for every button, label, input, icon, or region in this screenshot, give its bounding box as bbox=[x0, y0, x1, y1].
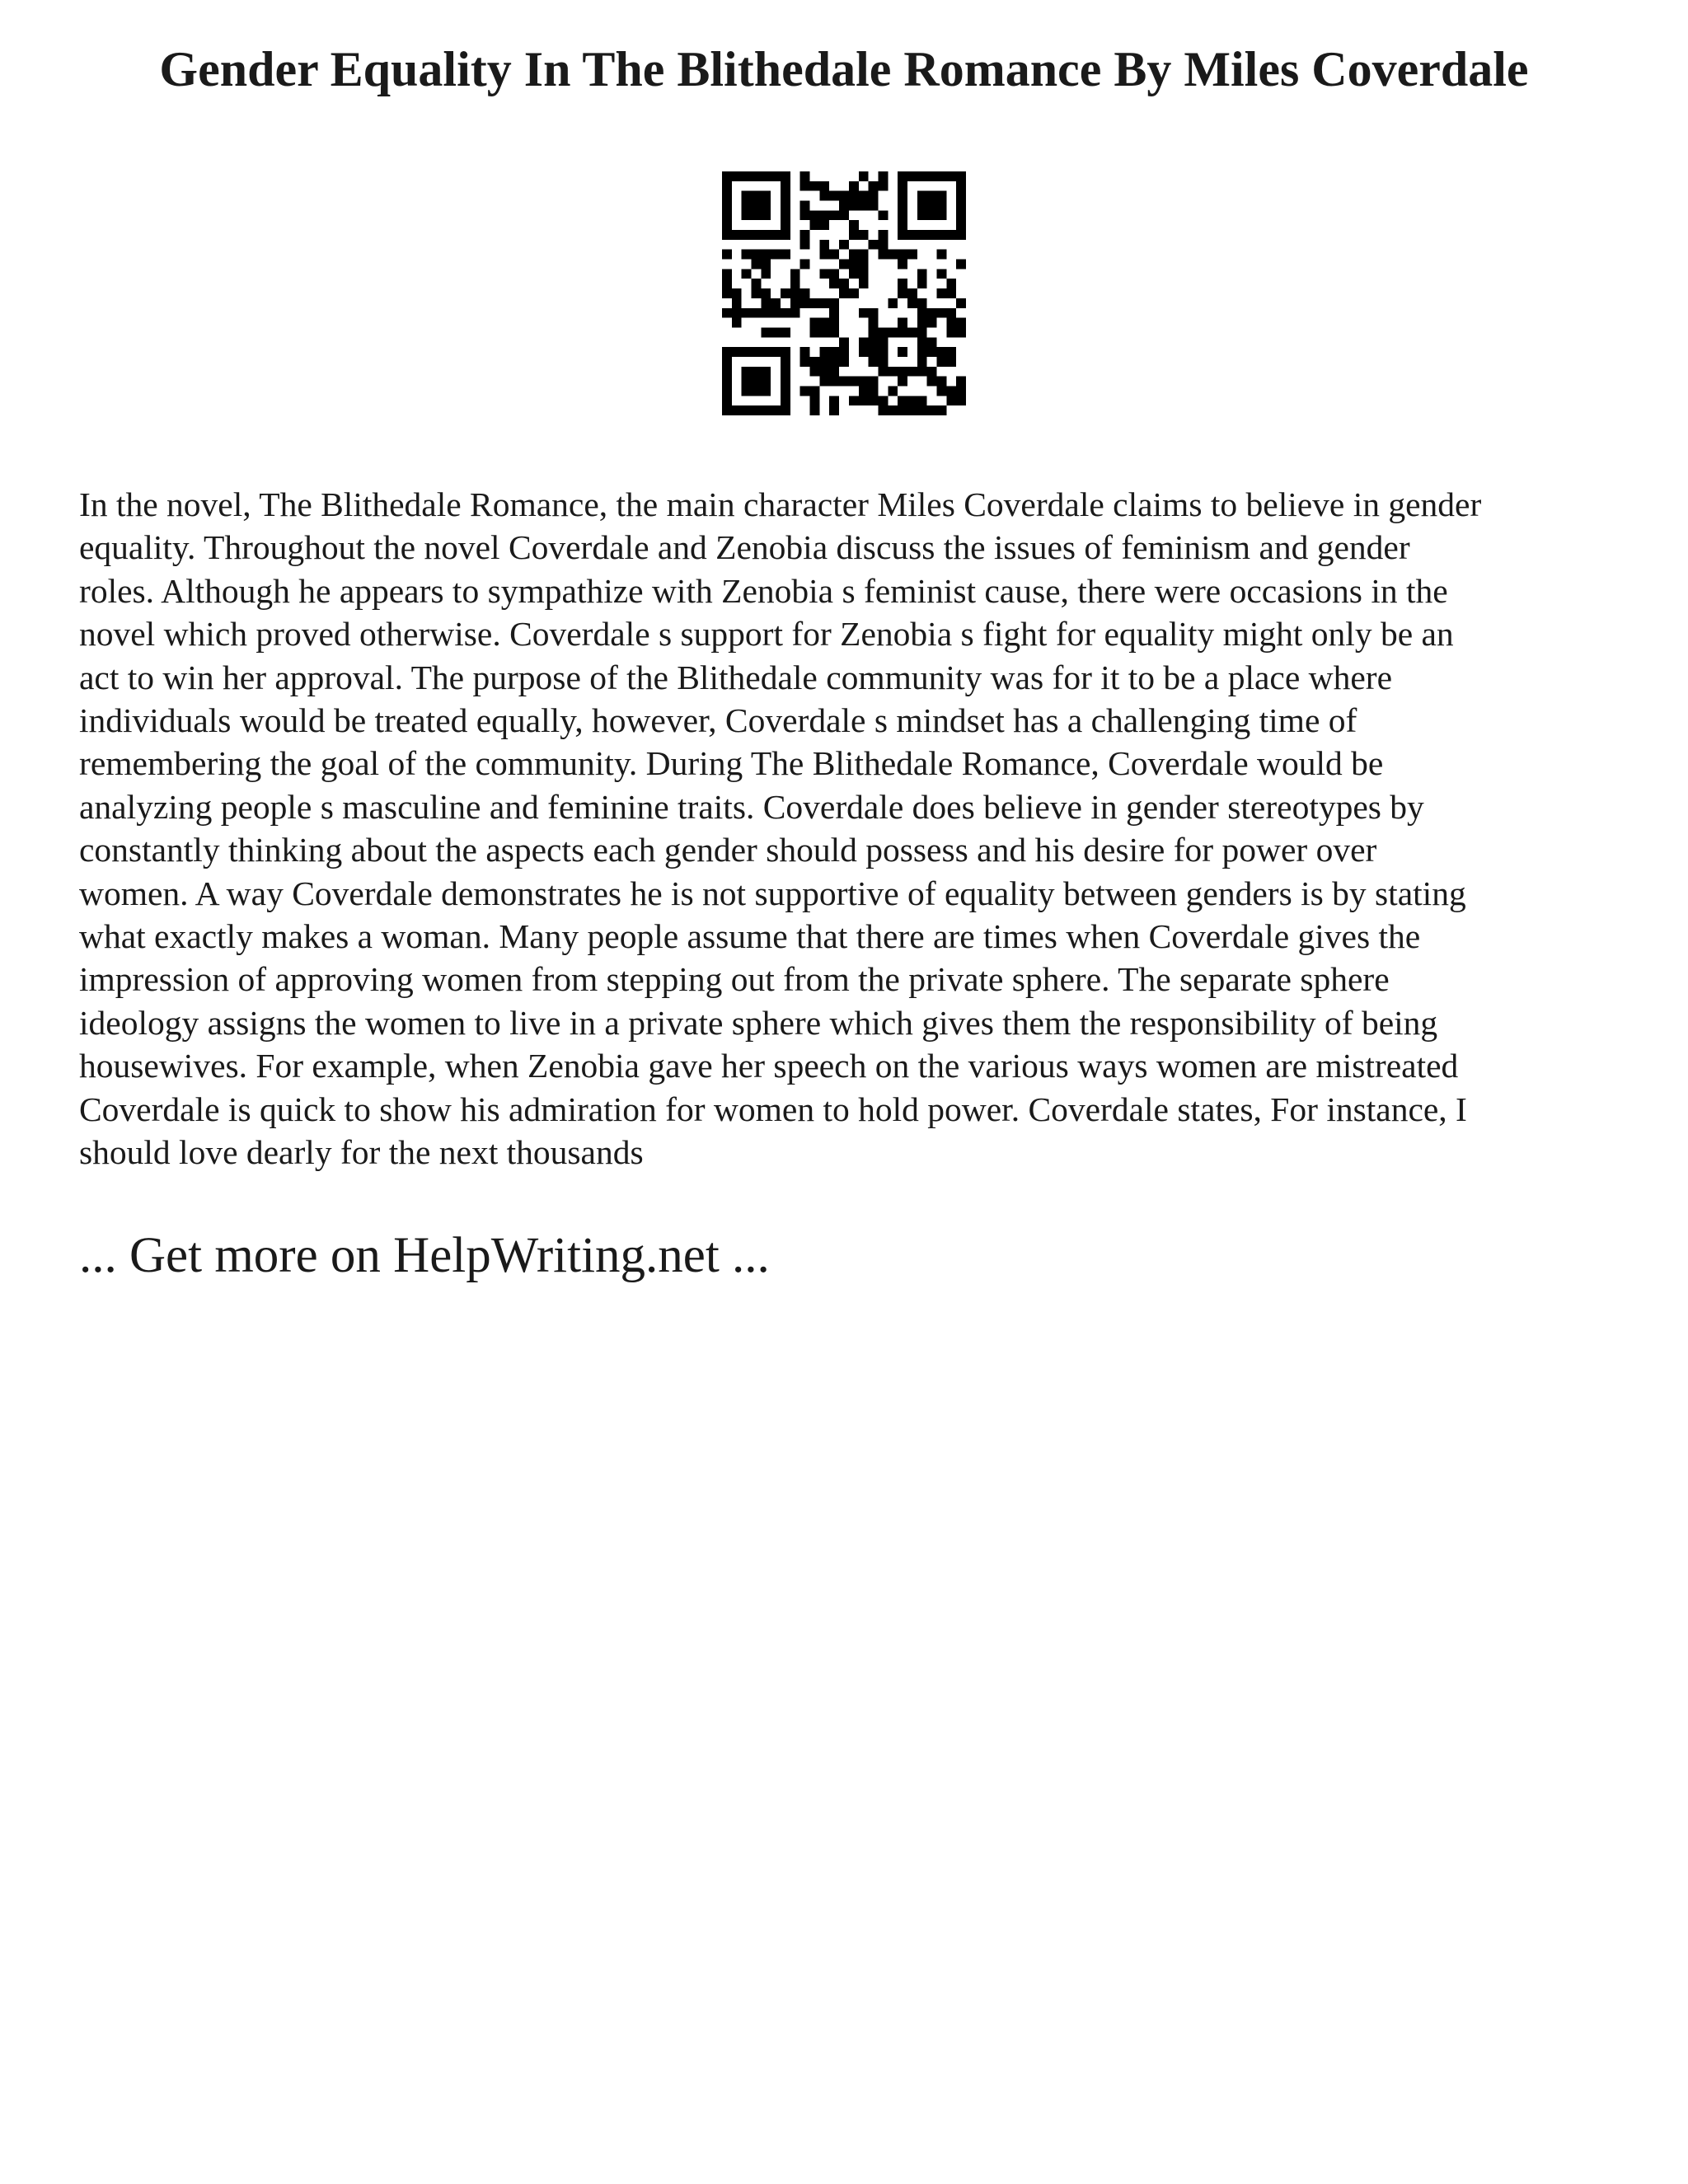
essay-line: equality. Throughout the novel Coverdale and Zenobia discuss the issues of feminism and gender bbox=[79, 528, 1410, 567]
essay-excerpt bbox=[79, 483, 1612, 1174]
essay-line: In the novel, The Blithedale Romance, the main character Miles Coverdale claims to believe in gender bbox=[79, 485, 1482, 523]
essay-line: act to win her approval. The purpose of the Blithedale community was for it to be a place where bbox=[79, 658, 1393, 696]
essay-line: Coverdale is quick to show his admiration for women to hold power. Coverdale states, For instance, I bbox=[79, 1090, 1467, 1128]
page-title: Gender Equality In The Blithedale Romance By Miles Coverdale bbox=[159, 42, 1529, 96]
essay-line: housewives. For example, when Zenobia gave her speech on the various ways women are mistreated bbox=[79, 1047, 1459, 1085]
essay-line: should love dearly for the next thousands bbox=[79, 1133, 644, 1172]
essay-line: remembering the goal of the community. During The Blithedale Romance, Coverdale would be bbox=[79, 744, 1384, 783]
get-more-link[interactable]: ... Get more on HelpWriting.net ... bbox=[79, 1228, 770, 1283]
essay-line: ideology assigns the women to live in a private sphere which gives them the responsibility of being bbox=[79, 1003, 1438, 1042]
essay-line: roles. Although he appears to sympathize with Zenobia s feminist cause, there were occasions in the bbox=[79, 571, 1448, 610]
essay-line: novel which proved otherwise. Coverdale s support for Zenobia s fight for equality might only be an bbox=[79, 615, 1454, 654]
qr-code-icon[interactable] bbox=[722, 171, 966, 415]
essay-line: what exactly makes a woman. Many people assume that there are times when Coverdale gives the bbox=[79, 917, 1421, 956]
essay-line: analyzing people s masculine and feminine traits. Coverdale does believe in gender stereotypes by bbox=[79, 787, 1424, 826]
essay-line: impression of approving women from stepping out from the private sphere. The separate sphere bbox=[79, 960, 1390, 999]
essay-line: individuals would be treated equally, however, Coverdale s mindset has a challenging time of bbox=[79, 701, 1357, 740]
essay-line: women. A way Coverdale demonstrates he is not supportive of equality between genders is by stating bbox=[79, 874, 1466, 912]
essay-line: constantly thinking about the aspects each gender should possess and his desire for power over bbox=[79, 831, 1377, 869]
